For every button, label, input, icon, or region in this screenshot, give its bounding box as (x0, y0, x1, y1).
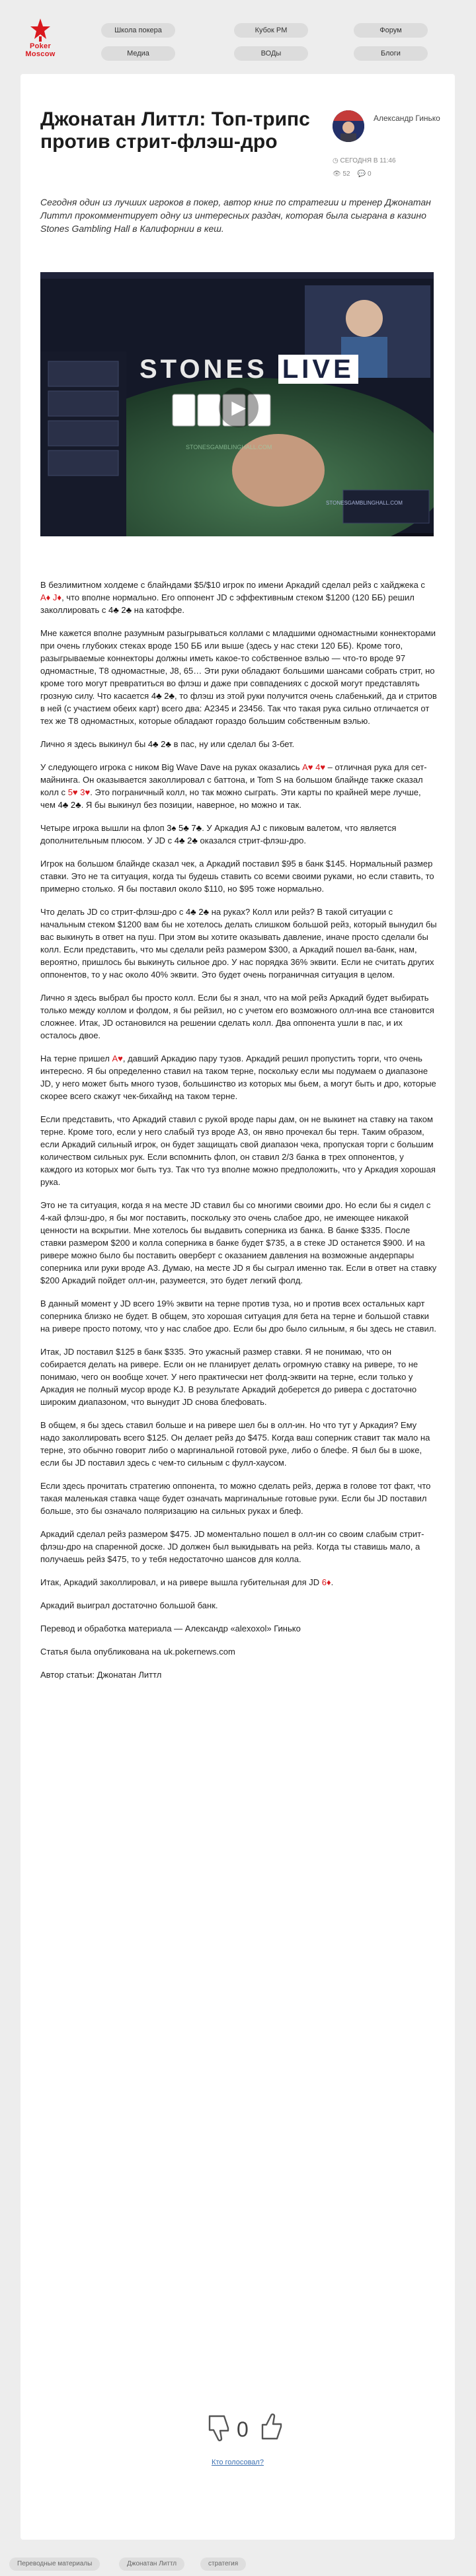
tag-strategy[interactable]: стратегия (200, 2558, 246, 2571)
article-paragraph (40, 1345, 437, 1408)
paragraph-text: Игрок на большом блайнде сказал чек, а Аркадий поставил $95 в банк $145. Нормальный размер ставки. Это не та ситуация, когда ты будешь ставить со всеми своими руками, но если ставить, то примерно столько. Я бы поставил около $110, но $95 тоже нормально. (40, 859, 434, 894)
views-count: 52 (342, 170, 350, 178)
article-paragraph (40, 1199, 437, 1287)
card-symbols: 5♥ 3♥ (67, 787, 91, 797)
logo-text-line2: Moscow (25, 50, 56, 58)
article-paragraph (40, 1645, 437, 1658)
card-symbols: 4♣ 2♣ (58, 800, 81, 810)
card-symbols: 4♣ 2♣ (147, 739, 171, 749)
paragraph-text: Четыре игрока вышли на флоп (40, 823, 167, 833)
article-paragraph (40, 1052, 437, 1102)
article-paragraph (40, 627, 437, 727)
avatar-image (333, 110, 364, 142)
article-lede: Сегодня один из лучших игроков в покер, автор книг по стратегии и тренер Джонатан Литтл прокомментирует одну из интересных раздач, которая была сыграна в казино Stones Gambling Hall в Калифорнии в кеш. (40, 197, 431, 234)
card-symbols: 4♣ 2♣ (185, 907, 210, 917)
card-symbols: 3♠ 5♣ 7♣ (167, 823, 202, 833)
article-body (40, 579, 437, 1692)
tag-translations[interactable]: Переводные материалы (9, 2558, 100, 2571)
article-paragraph (40, 738, 437, 750)
paragraph-text: Итак, Аркадий заколлировал, и на ривере вышла губительная для JD (40, 1577, 322, 1587)
logo-star-icon (30, 18, 50, 42)
author-name[interactable]: Александр Гинько (374, 114, 440, 123)
card-symbols: A♥ 4♥ (302, 762, 326, 772)
paragraph-text: Статья была опубликована на uk.pokernews.com (40, 1647, 235, 1657)
vote-count: 0 (237, 2417, 249, 2441)
article-paragraph (40, 991, 437, 1042)
video-overlay-text: STONESGAMBLINGHALL.COM (186, 444, 272, 450)
paragraph-text: Если представить, что Аркадий ставил с рукой вроде пары дам, он не выкинет на ставку на таком терне. Кроме того, если у него слабый туз вроде A3, он явно прочекал бы терн. Таким образом, если Аркадий сильный игрок, он будет защищать свой диапазон чека, пропуская торги с большим количеством сильных рук. Если вспомнить флоп, он ставил 2/3 банка в трех оппонентов, у каждого из которых мог быть туз. Так что туз вполне можно предположить, что у Аркадия хорошая рука. (40, 1114, 436, 1187)
views-icon: 👁 (333, 170, 341, 178)
paragraph-text: Лично я здесь выкинул бы (40, 739, 148, 749)
paragraph-text: Автор статьи: Джонатан Литтл (40, 1670, 162, 1680)
site-logo[interactable] (11, 18, 70, 71)
paragraph-text: , что вполне нормально. Его оппонент JD с эффективным стеком $1200 (120 ББ) решил заколлировать с (40, 592, 415, 615)
comments-icon: 💬 (357, 170, 366, 178)
paragraph-text: Аркадий сделал рейз размером $475. JD моментально пошел в олл-ин со своим слабым стрит-флэш-дро на спаренной доске. JD должен был выкидывать на рейз. Когда ты ставишь мало, а получаешь рейз $475, то у тебя недостаточно шансов для колла. (40, 1529, 424, 1564)
clock-icon: ◷ (333, 157, 338, 164)
card-symbols: 6♦ (321, 1577, 331, 1587)
article-paragraph (40, 857, 437, 895)
article-paragraph (40, 1480, 437, 1517)
nav-blogs[interactable]: Блоги (354, 46, 428, 61)
nav-vods[interactable]: ВОДы (234, 46, 308, 61)
paragraph-text: Это не та ситуация, когда я на месте JD ставил бы со многими своими дро. Но если бы я сидел с 4-кай флэш-дро, я бы мог поставить, поскольку это очень слабое дро, не имеющее никакой ценности на вскрытии. Мне хотелось бы выдавить соперника из банка. В банке $335. После ставки размером $200 и колла соперника в банке будет $735, а в стеке JD останется $900. И на ривере можно было бы поставить оверберт с оказанием давления на возможные андерпары соперника или руки вроде A3. Думаю, на месте JD я бы сыграл именно так. Если в ответ на ставку $200 Аркадий пойдет олл-ин, разумеется, это будет легкий фолд. (40, 1200, 437, 1285)
nav-school[interactable]: Школа покера (101, 23, 175, 38)
article-paragraph (40, 822, 437, 847)
paragraph-text: Лично я здесь выбрал бы просто колл. Если бы я знал, что на мой рейз Аркадий будет выбирать только между коллом и фолдом, я бы рейзил, но с учетом его возможного олл-ина все становится сложнее. Итак, JD остановился на решении сделать колл. Два оппонента ушли в пас, и их осталось двое. (40, 993, 434, 1040)
nav-forum[interactable]: Форум (354, 23, 428, 38)
tag-bar (0, 2551, 476, 2576)
article-paragraph (40, 1113, 437, 1188)
article-paragraph (40, 1668, 437, 1681)
site-header (0, 0, 476, 74)
banner-stones: STONES (139, 355, 268, 384)
paragraph-text: В данный момент у JD всего 19% эквити на терне против туза, но и против всех остальных карт соперника близко не будет. В общем, это хорошая ситуация для бета на терне и большой ставки на ривере просто потому, что у нас слабое дро. Если бы дро было сильным, я бы здесь не ставил. (40, 1299, 436, 1334)
article-paragraph (40, 1622, 437, 1635)
card-symbols: 4♣ 2♣ (151, 691, 175, 701)
paragraph-text: У следующего игрока с ником Big Wave Dave на руках оказались (40, 762, 303, 772)
nav-cup[interactable]: Кубок PM (234, 23, 308, 38)
article-stats (333, 170, 372, 178)
paragraph-text: Если здесь прочитать стратегию оппонента, то можно сделать рейз, держа в голове тот факт, что такая маленькая ставка чаще будет означать маргинальные готовые руки. Если бы JD поставил больше, это бы означало поляризацию на сильных руках и блеф. (40, 1481, 431, 1516)
banner-live: LIVE (278, 355, 358, 384)
thumbs-up-icon[interactable] (258, 2412, 285, 2441)
author-avatar[interactable] (333, 110, 364, 142)
paragraph-text: на руках? Колл или рейз? В такой ситуации с начальным стеком $1200 вам бы не хотелось делать слишком большой рейз, который вынудил бы вас выкинуть в ответ на пуш. При этом вы хотите оказывать давление, иначе просто сделали бы колл. Если представить, что мы сделали рейз размером $300, а Аркадий пошел ва-банк, нам, вероятно, пришлось бы выкинуть сильное дро. У нас порядка 36% эквити. Если не считать других оппонентов, то у нас около 40% эквити. Это будет очень пограничная ситуация в целом. (40, 907, 437, 980)
paragraph-text: Что делать JD со стрит-флэш-дро с (40, 907, 186, 917)
date-text: СЕГОДНЯ В 11:46 (340, 157, 396, 164)
paragraph-text: . Я бы выкинул без позиции, наверное, но можно и так. (81, 800, 301, 810)
paragraph-text: На терне пришел (40, 1054, 112, 1063)
article-date (333, 157, 396, 164)
paragraph-text: . (331, 1577, 334, 1587)
thumbs-down-icon[interactable] (206, 2414, 232, 2443)
article-paragraph (40, 906, 437, 981)
article-paragraph (40, 1297, 437, 1335)
card-symbols: A♥ (112, 1054, 123, 1063)
hand-video-still[interactable] (40, 272, 434, 536)
who-voted-link[interactable]: Кто голосовал? (212, 2458, 264, 2466)
comments-count: 0 (367, 170, 372, 178)
video-watermark: STONESGAMBLINGHALL.COM (326, 500, 403, 506)
tag-jonathan-little[interactable]: Джонатан Литтл (119, 2558, 184, 2571)
paragraph-text: . У Аркадия AJ с пиковым валетом, что является дополнительным плюсом. У JD с (40, 823, 397, 845)
vote-widget (206, 2412, 285, 2452)
article-paragraph (40, 1599, 437, 1612)
paragraph-text: Мне кажется вполне разумным разыгрываться коллами с младшими одномастными коннекторами при очень глубоких стеках вроде 150 ББ или выше (здесь у нас стеки 120 ББ). Кроме того, разыгрываемые коннекторы должны иметь какое-то собственное вэлью — что-то вроде 97 одномастные, T8 одномастные, J8, 65… Эти руки обладают большими шансами собрать стрит, но кроме того могут превратиться во флэш и даже при совпадениях с доской могут представлять грозную силу. Что касается (40, 628, 436, 701)
paragraph-text: В безлимитном холдеме с блайндами $5/$10 игрок по имени Аркадий сделал рейз с хайджека с (40, 580, 425, 590)
paragraph-text: , то флэш из этой руки получится очень слабенький, да и стритов в ней (с участием обеих карт) всего два: A2345 и 23456. Так что такая рука сильно отличается от тех же T8 одномастных, которые обладают гораздо большим собственным вэлью. (40, 691, 437, 726)
article-paragraph (40, 1576, 437, 1589)
paragraph-text: – отличная рука для сет-майнинга. Он оказывается заколлировал с баттона, и Tom S на большом блайнде также сказал колл с (40, 762, 427, 797)
paragraph-text: оказался стрит-флэш-дро. (197, 836, 307, 845)
nav-media[interactable]: Медиа (101, 46, 175, 61)
paragraph-text: на катоффе. (132, 605, 184, 615)
paragraph-text: в пас, ну или сделал бы 3-бет. (171, 739, 295, 749)
article-title: Джонатан Литтл: Топ-трипс против стрит-флэш-дро (40, 108, 310, 153)
video-banner-text (139, 355, 358, 384)
logo-text-line1: Poker (29, 42, 52, 50)
paragraph-text: В общем, я бы здесь ставил больше и на ривере шел бы в олл-ин. Но что тут у Аркадия? Ему надо заколлировать всего $125. Он делает рейз до $475. Когда ваш соперник ставит так мало на терне, это обычно говорит либо о маргинальной готовой руке, либо о блефе. Я был бы в шоке, если бы JD поставил здесь с чем-то сильным с фулл-хаусом. (40, 1420, 430, 1468)
card-symbols: 4♣ 2♣ (174, 836, 198, 845)
article-paragraph (40, 1528, 437, 1565)
paragraph-text: Перевод и обработка материала — Александр «alexoxol» Гинько (40, 1624, 301, 1633)
card-symbols: A♦ J♦ (40, 592, 62, 602)
article-paragraph (40, 761, 437, 811)
article-paragraph (40, 579, 437, 616)
article-card (20, 74, 455, 2540)
paragraph-text: Аркадий выиграл достаточно большой банк. (40, 1600, 218, 1610)
play-icon[interactable]: ▶ (219, 388, 258, 427)
paragraph-text: Итак, JD поставил $125 в банк $335. Это ужасный размер ставки. Я не понимаю, что он собирается делать на ривере. Если он не планирует делать огромную ставку на ривере, то не понимаю, чего он вообще хочет. У него практически нет фолд-эквити на терне, если только у Аркадия не полный мусор вроде KJ. В результате Аркадий доберется до ривера с достаточно широким диапазоном, что вынудит JD снова блефовать. (40, 1347, 418, 1407)
paragraph-text: . Это пограничный колл, но так можно сыграть. Эти карты по крайней мере лучше, чем (40, 787, 421, 810)
card-symbols: 4♣ 2♣ (108, 605, 132, 615)
article-paragraph (40, 1419, 437, 1469)
paragraph-text: , давший Аркадию пару тузов. Аркадий решил пропустить торги, что очень интересно. Я бы определенно ставил на таком терне, поскольку если мы подумаем о диапазоне JD, у него может быть много тузов, большинство из которых мы бьем, а могут быть и дро, которые скорее всего скажут чек-бихайнд на таком терне. (40, 1054, 436, 1101)
